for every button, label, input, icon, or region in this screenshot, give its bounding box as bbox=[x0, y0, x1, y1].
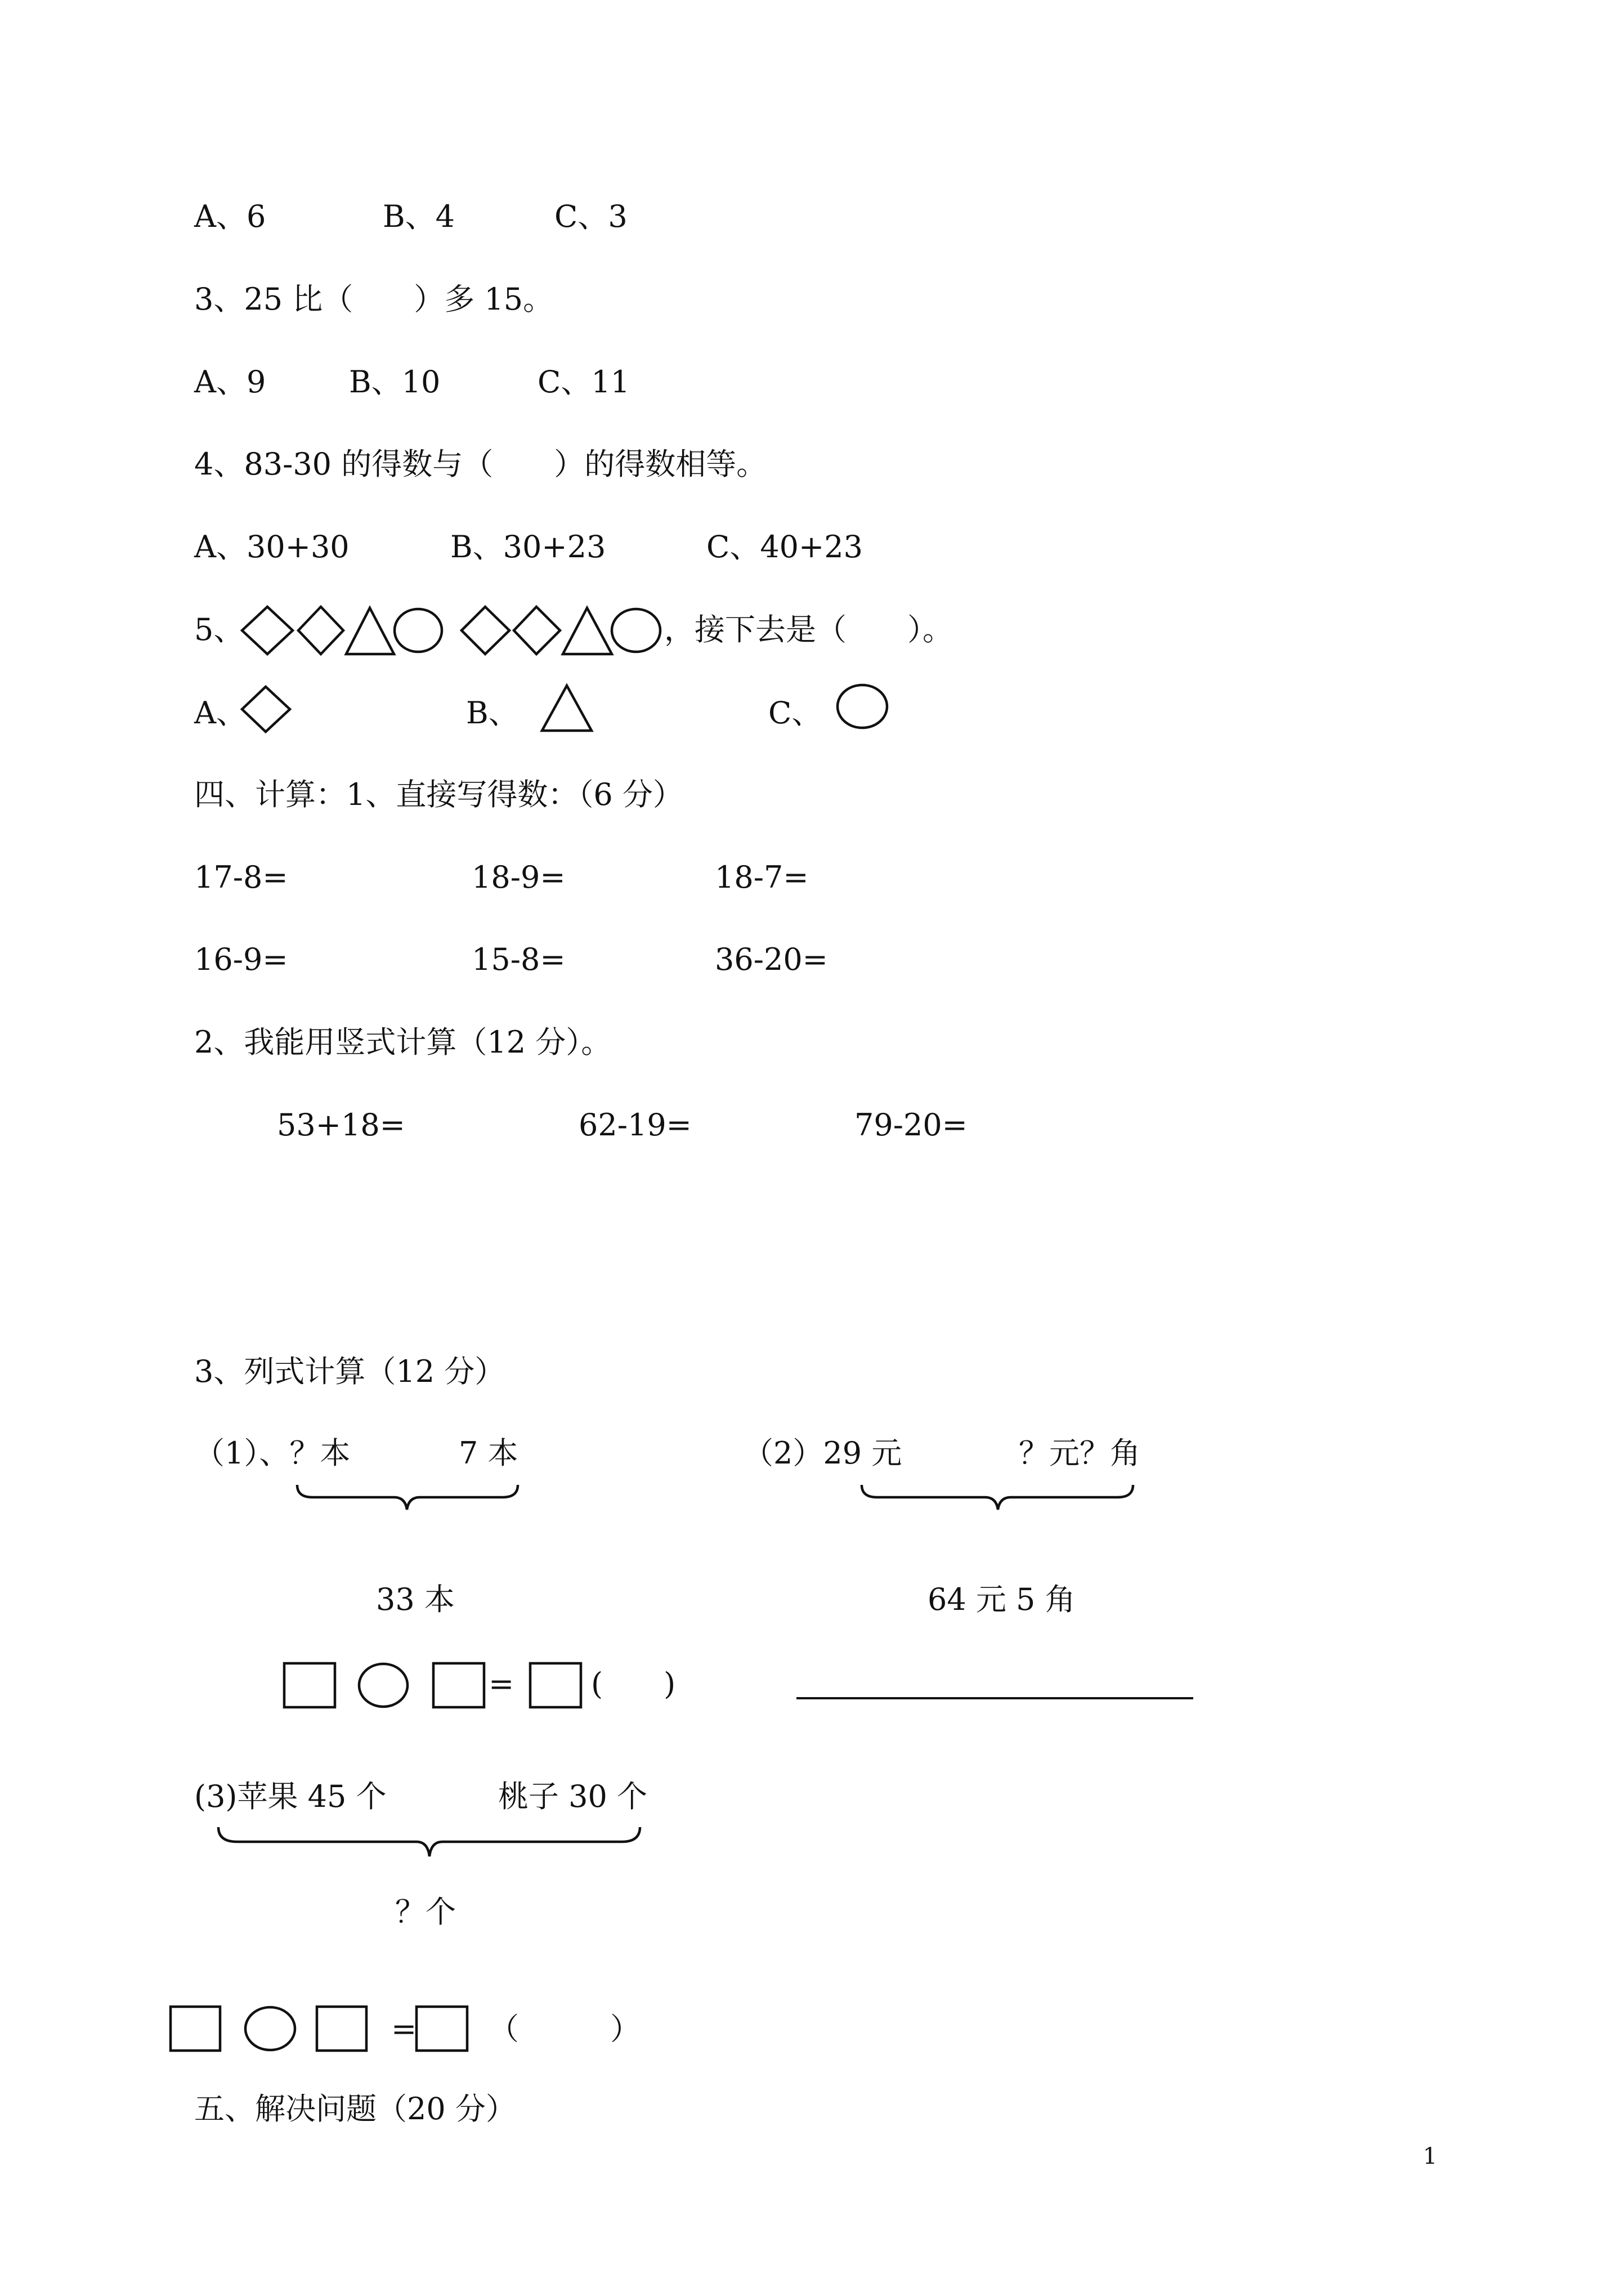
answer-box-icon bbox=[284, 1663, 335, 1707]
circle-icon bbox=[836, 683, 892, 733]
circle-icon bbox=[395, 609, 442, 652]
triangle-icon bbox=[346, 608, 394, 654]
vertical-53-18: 53+18= bbox=[277, 1107, 405, 1143]
oral-17-8: 17-8= bbox=[194, 860, 288, 895]
answer-box-icon bbox=[433, 1663, 484, 1707]
vertical-title: 2、我能用竖式计算（12 分）。 bbox=[194, 1024, 612, 1060]
q3-option-c: C、11 bbox=[538, 364, 630, 400]
p2-label: （2）29 元 bbox=[743, 1435, 902, 1471]
q5-option-b-label: B、 bbox=[466, 695, 519, 731]
brace-icon bbox=[217, 1823, 644, 1862]
p3-formula-shapes[interactable] bbox=[168, 2004, 477, 2055]
page-number: 1 bbox=[1423, 2143, 1438, 2169]
q4-option-b: B、30+23 bbox=[450, 529, 606, 565]
p1-unit-paren: ( ) bbox=[591, 1666, 676, 1702]
q4-stem: 4、83-30 的得数与（ ）的得数相等。 bbox=[194, 446, 767, 482]
triangle-icon bbox=[563, 608, 612, 654]
p3-label: (3)苹果 45 个 bbox=[194, 1779, 387, 1814]
q2-option-b: B、4 bbox=[383, 199, 455, 234]
diamond-icon bbox=[239, 681, 295, 737]
diamond-icon bbox=[298, 607, 343, 654]
q2-option-c: C、3 bbox=[554, 199, 628, 234]
q5-option-c-label: C、 bbox=[768, 695, 822, 731]
p3-total: ？个 bbox=[395, 1894, 456, 1930]
section4-title: 四、计算：1、直接写得数：（6 分） bbox=[194, 777, 683, 812]
oral-18-7: 18-7= bbox=[715, 860, 809, 895]
answer-box-icon bbox=[417, 2007, 467, 2051]
diamond-icon bbox=[514, 607, 560, 654]
oral-36-20: 36-20= bbox=[715, 942, 828, 977]
section5-title: 五、解决问题（20 分） bbox=[194, 2091, 516, 2127]
p1-right: 7 本 bbox=[459, 1435, 518, 1471]
q3-option-b: B、10 bbox=[349, 364, 441, 400]
q2-option-a: A、6 bbox=[194, 199, 266, 234]
triangle-icon bbox=[538, 680, 599, 736]
q5-option-a-label: A、 bbox=[194, 695, 247, 731]
p2-right: ？元？角 bbox=[1019, 1435, 1140, 1471]
vertical-62-19: 62-19= bbox=[579, 1107, 692, 1143]
p3-right: 桃子 30 个 bbox=[498, 1779, 648, 1814]
q5-tail: ，接下去是（ ）。 bbox=[664, 612, 953, 647]
answer-box-icon bbox=[530, 1663, 581, 1707]
diamond-icon bbox=[242, 607, 293, 654]
oral-15-8: 15-8= bbox=[472, 942, 566, 977]
answer-box-icon bbox=[317, 2007, 366, 2051]
p2-answer-line[interactable] bbox=[796, 1697, 1193, 1699]
q4-option-a: A、30+30 bbox=[194, 529, 350, 565]
oral-16-9: 16-9= bbox=[194, 942, 288, 977]
brace-icon bbox=[860, 1480, 1136, 1514]
p2-total: 64 元 5 角 bbox=[928, 1582, 1076, 1617]
circle-icon bbox=[612, 609, 660, 652]
p1-formula-shapes[interactable] bbox=[281, 1661, 597, 1711]
q3-option-a: A、9 bbox=[194, 364, 266, 400]
q3-stem: 3、25 比（ ）多 15。 bbox=[194, 281, 554, 317]
p1-label: （1）、？本 bbox=[194, 1435, 351, 1471]
brace-icon bbox=[295, 1480, 521, 1514]
circle-icon bbox=[359, 1664, 408, 1707]
p1-total: 33 本 bbox=[376, 1582, 455, 1617]
q5-number: 5、 bbox=[194, 612, 244, 647]
vertical-79-20: 79-20= bbox=[854, 1107, 968, 1143]
p1-equals: = bbox=[489, 1666, 514, 1702]
p3-unit-paren: （ ） bbox=[489, 2011, 641, 2047]
q4-option-c: C、40+23 bbox=[706, 529, 863, 565]
shape-pattern bbox=[239, 602, 673, 659]
formula-title: 3、列式计算（12 分） bbox=[194, 1354, 505, 1389]
circle-icon bbox=[245, 2007, 295, 2050]
diamond-icon bbox=[462, 607, 509, 654]
p3-equals: = bbox=[391, 2011, 417, 2047]
answer-box-icon bbox=[171, 2007, 220, 2051]
oral-18-9: 18-9= bbox=[472, 860, 566, 895]
